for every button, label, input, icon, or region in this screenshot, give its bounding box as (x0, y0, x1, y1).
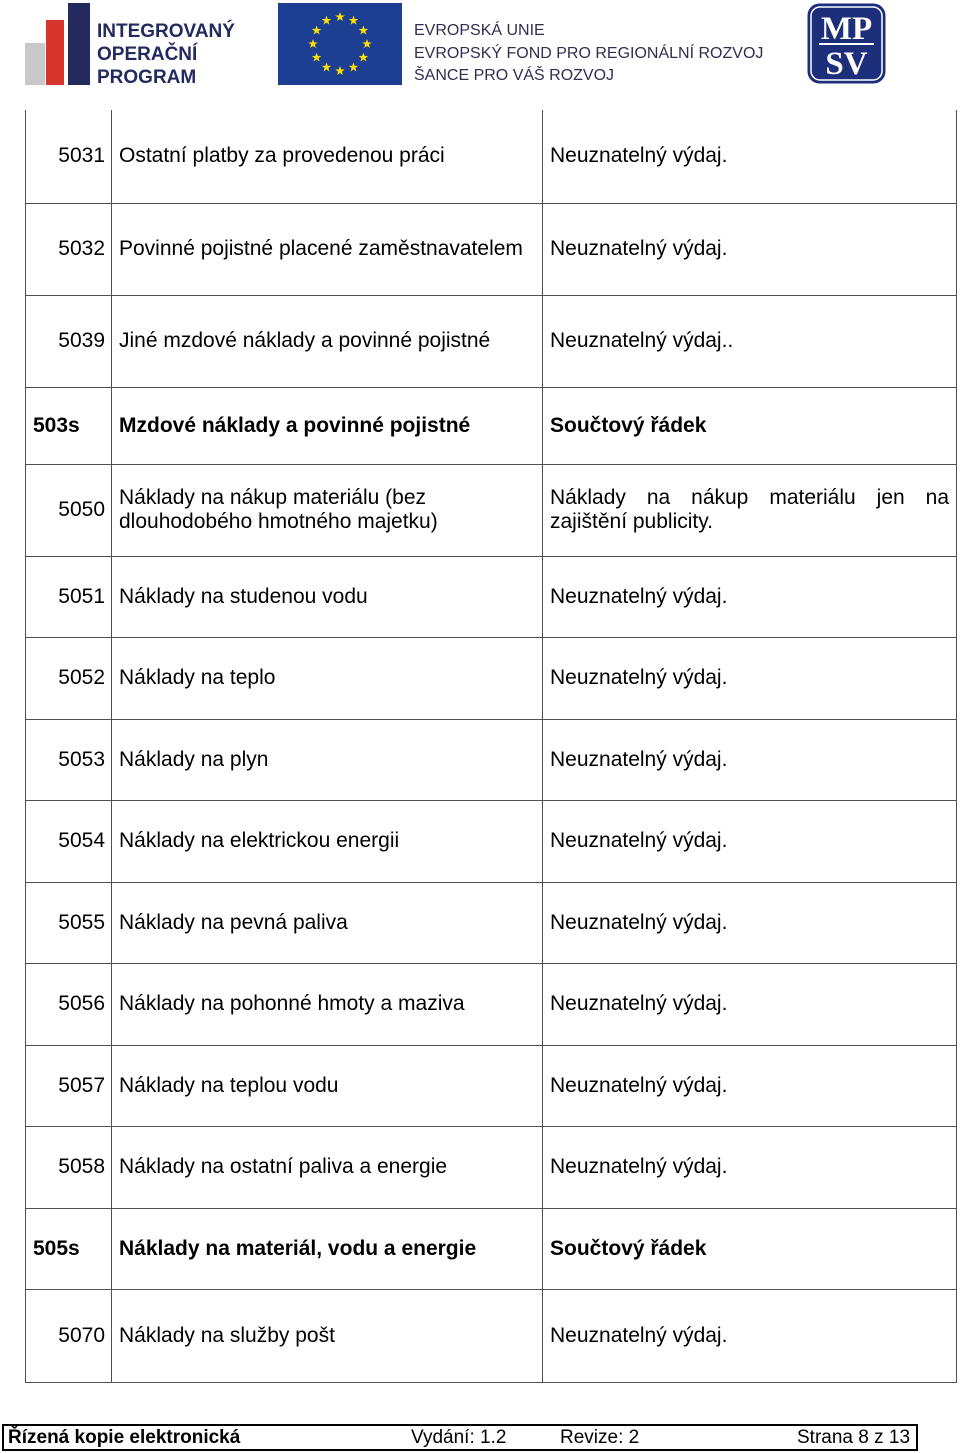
account-code: 5032 (26, 203, 112, 295)
iop-logo-line: INTEGROVANÝ (97, 21, 235, 42)
eligibility-note: Neuznatelný výdaj.. (543, 295, 957, 387)
summary-row (26, 387, 957, 464)
eligibility-note: Neuznatelný výdaj. (543, 1126, 957, 1208)
controlled-copy-label: Řízená kopie elektronická (8, 1427, 241, 1448)
eligibility-note: Neuznatelný výdaj. (543, 637, 957, 719)
table-row (26, 1045, 957, 1126)
account-name: Náklady na materiál, vodu a energie (112, 1208, 543, 1289)
revision-label: Revize: 2 (560, 1427, 640, 1448)
eligibility-note: Neuznatelný výdaj. (543, 203, 957, 295)
account-name: Náklady na teplo (112, 637, 543, 719)
iop-logo-text (97, 20, 235, 89)
eu-text-line: EVROPSKÁ UNIE (414, 22, 545, 39)
table-row (26, 719, 957, 800)
eu-fund-text (414, 20, 763, 88)
account-name: Ostatní platby za provedenou práci (112, 110, 543, 203)
account-name: Náklady na služby pošt (112, 1289, 543, 1382)
table-row (26, 203, 957, 295)
eu-flag-icon (278, 3, 402, 85)
account-name: Náklady na elektrickou energii (112, 800, 543, 882)
account-name: Náklady na ostatní paliva a energie (112, 1126, 543, 1208)
mpsv-logo-bottom: SV (825, 46, 868, 82)
edition-label: Vydání: 1.2 (411, 1427, 507, 1448)
account-code: 5054 (26, 800, 112, 882)
summary-row (26, 1208, 957, 1289)
eligibility-note: Součtový řádek (543, 387, 957, 464)
table-row (26, 963, 957, 1045)
account-code: 5051 (26, 556, 112, 637)
account-code: 5052 (26, 637, 112, 719)
iop-logo-line: PROGRAM (97, 67, 197, 88)
account-code: 5050 (26, 464, 112, 556)
mpsv-logo-icon (807, 3, 886, 84)
mpsv-logo-top: MP (820, 11, 873, 47)
table-row (26, 637, 957, 719)
account-code: 5070 (26, 1289, 112, 1382)
table-row (26, 800, 957, 882)
account-name: Povinné pojistné placené zaměstnavatelem (112, 203, 543, 295)
account-name: Jiné mzdové náklady a povinné pojistné (112, 295, 543, 387)
iop-logo-icon (25, 3, 91, 85)
eligibility-note: Neuznatelný výdaj. (543, 882, 957, 963)
account-name: Náklady na teplou vodu (112, 1045, 543, 1126)
eligibility-note: Náklady na nákup materiálu jen na zajištění publicity. (543, 464, 957, 556)
account-code: 5039 (26, 295, 112, 387)
iop-logo-line: OPERAČNÍ (97, 44, 198, 65)
eligibility-note: Neuznatelný výdaj. (543, 719, 957, 800)
eu-text-line: EVROPSKÝ FOND PRO REGIONÁLNÍ ROZVOJ (414, 44, 764, 62)
document-footer (2, 1424, 918, 1451)
eligibility-note: Součtový řádek (543, 1208, 957, 1289)
account-code: 505s (26, 1208, 112, 1289)
eligibility-note: Neuznatelný výdaj. (543, 110, 957, 203)
table-row (26, 1126, 957, 1208)
account-code: 5053 (26, 719, 112, 800)
account-name: Náklady na plyn (112, 719, 543, 800)
account-name: Náklady na pohonné hmoty a maziva (112, 963, 543, 1045)
account-code: 5031 (26, 110, 112, 203)
eligibility-note: Neuznatelný výdaj. (543, 1045, 957, 1126)
table-row (26, 882, 957, 963)
account-name: Mzdové náklady a povinné pojistné (112, 387, 543, 464)
account-code: 5057 (26, 1045, 112, 1126)
account-code: 503s (26, 387, 112, 464)
table-row (26, 556, 957, 637)
account-name: Náklady na pevná paliva (112, 882, 543, 963)
table-row (26, 110, 957, 203)
eligibility-note: Neuznatelný výdaj. (543, 800, 957, 882)
table-row (26, 1289, 957, 1382)
table-row (26, 464, 957, 556)
account-code: 5058 (26, 1126, 112, 1208)
expense-eligibility-table (25, 110, 957, 1383)
table-row (26, 295, 957, 387)
eligibility-note: Neuznatelný výdaj. (543, 1289, 957, 1382)
eu-text-line: ŠANCE PRO VÁŠ ROZVOJ (414, 67, 615, 84)
account-name: Náklady na studenou vodu (112, 556, 543, 637)
page-number: Strana 8 z 13 (797, 1427, 911, 1448)
account-code: 5055 (26, 882, 112, 963)
eligibility-note: Neuznatelný výdaj. (543, 963, 957, 1045)
account-name: Náklady na nákup materiálu (bez dlouhodobého hmotného majetku) (112, 464, 543, 556)
eligibility-note: Neuznatelný výdaj. (543, 556, 957, 637)
account-code: 5056 (26, 963, 112, 1045)
